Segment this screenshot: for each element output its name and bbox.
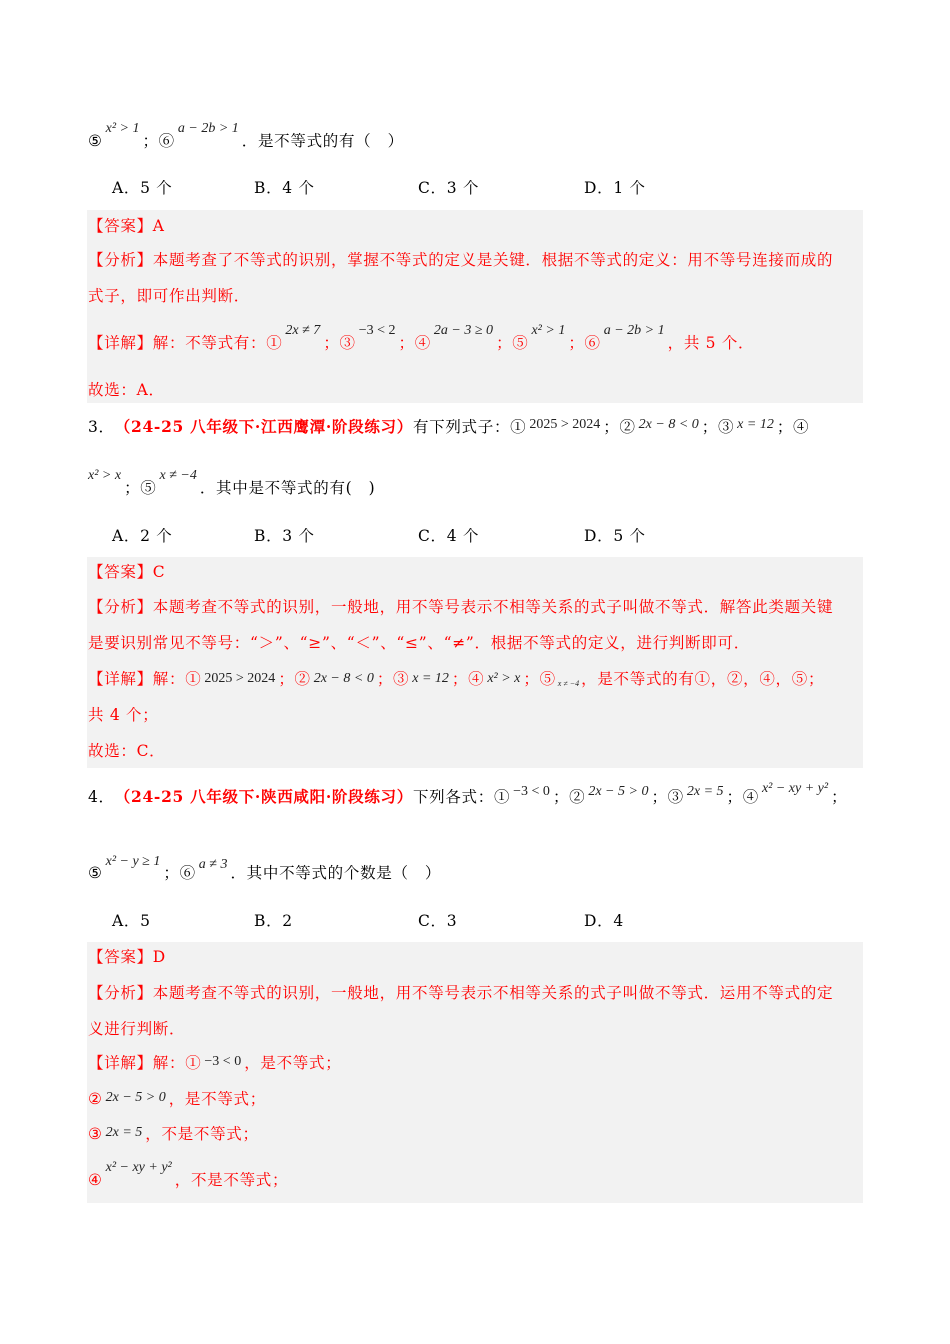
math-expression: 2x − 8 < 0: [638, 417, 699, 432]
math-expression: −3 < 0: [204, 1054, 242, 1069]
option-a: A．5: [112, 912, 151, 930]
math-expression: 2025 > 2024: [529, 417, 601, 432]
stem-text: 有下列式子：①: [412, 418, 527, 436]
math-expression: 2a − 3 ≥ 0: [433, 323, 494, 338]
math-expression: 2x ≠ 7: [285, 323, 321, 338]
option-c: C．3 个: [418, 179, 480, 197]
q3-solution-box: [87, 557, 863, 768]
separator-text: ；②: [278, 670, 311, 688]
q2-analysis-line-1: [88, 250, 833, 270]
separator-text: ；⑤: [523, 670, 556, 688]
math-expression: x² − xy + y²: [105, 1160, 172, 1175]
math-expression: a − 2b > 1: [177, 121, 239, 136]
detail-text: 共 4 个；: [88, 706, 159, 724]
math-expression: x² − y ≥ 1: [105, 854, 161, 869]
question-number: 3．: [88, 418, 115, 436]
q2-answer: [88, 216, 165, 236]
math-expression: 2025 > 2024: [204, 671, 276, 686]
math-expression: −3 < 2: [358, 323, 396, 338]
separator-text: ；⑥: [142, 132, 175, 150]
detail-text: ，不是不等式；: [145, 1125, 259, 1143]
math-expression: 2x − 5 > 0: [588, 784, 649, 799]
stem-text: ．其中是不等式的有( ): [199, 479, 376, 497]
q3-detail-line: [88, 669, 824, 692]
math-expression: −3 < 0: [513, 784, 550, 799]
q4-detail-line-1: [88, 1053, 341, 1075]
detail-text: ④: [88, 1171, 103, 1189]
option-a: A．5 个: [112, 179, 173, 197]
option-b: B．3 个: [254, 527, 315, 545]
option-c: C．4 个: [418, 527, 480, 545]
q4-detail-line-3: [88, 1124, 259, 1146]
analysis-text: 【分析】本题考查不等式的识别，一般地，用不等号表示不相等关系的式子叫做不等式．解答此类题关键: [88, 598, 834, 616]
math-expression: x² − xy + y²: [761, 781, 829, 796]
q4-analysis-line-1: [88, 983, 833, 1003]
q4-answer: [88, 947, 166, 967]
analysis-text: 【分析】本题考查了不等式的识别，掌握不等式的定义是关键．根据不等式的定义：用不等号连接而成的: [88, 251, 834, 269]
separator-text: ；⑥: [163, 864, 196, 882]
q2-analysis-line-2: [88, 286, 250, 306]
q2-solution-box: [87, 210, 863, 403]
circled-number: ⑤: [88, 132, 103, 150]
separator-text: ；③: [323, 334, 356, 352]
detail-text: ，不是不等式；: [174, 1171, 289, 1189]
separator-text: ；④: [451, 670, 485, 688]
option-b: B．4 个: [254, 179, 315, 197]
detail-text: 【详解】解：①: [88, 1054, 202, 1072]
q3-stem-line-1: [88, 417, 809, 439]
detail-text: ，是不等式的有①，②，④，⑤；: [581, 670, 825, 688]
option-b: B．2: [254, 912, 293, 930]
separator-text: ；②: [603, 418, 636, 436]
q3-analysis-line-2: [88, 633, 750, 653]
q4-options: [0, 911, 950, 931]
separator-text: ；④: [398, 334, 431, 352]
conclusion-text: 故选：C．: [88, 742, 166, 760]
math-expression: x² > 1: [105, 121, 140, 136]
stem-text: ．其中不等式的个数是（ ）: [230, 864, 442, 882]
detail-text: ，共 5 个．: [667, 334, 755, 352]
detail-text: ③: [88, 1125, 103, 1143]
option-a: A．2 个: [112, 527, 173, 545]
math-expression: x² > 1: [531, 323, 566, 338]
q4-stem-line-1: [88, 781, 848, 809]
analysis-text: 义进行判断．: [88, 1020, 186, 1038]
analysis-text: 【分析】本题考查不等式的识别，一般地，用不等号表示不相等关系的式子叫做不等式．运用不等式的定: [88, 984, 834, 1002]
separator-text: ；⑤: [124, 479, 157, 497]
math-expression: a − 2b > 1: [603, 323, 665, 338]
q2-stem-line: [88, 121, 404, 153]
separator-text: ；③: [376, 670, 410, 688]
question-source: （24-25 八年级下·江西鹰潭·阶段练习）: [114, 417, 413, 436]
q3-count: [88, 705, 158, 725]
detail-text: ，是不等式；: [168, 1090, 266, 1108]
math-expression: x² > x: [487, 671, 521, 686]
math-expression: 2x − 5 > 0: [105, 1090, 166, 1105]
math-expression: a ≠ 3: [198, 857, 228, 872]
stem-text: 下列各式：①: [412, 788, 511, 806]
question-number: 4．: [88, 788, 115, 806]
analysis-text: 式子，即可作出判断．: [88, 287, 251, 305]
q4-stem-line-2: [88, 854, 442, 885]
q3-conclusion: [88, 741, 165, 761]
q4-detail-line-2: [88, 1089, 266, 1111]
detail-text: ，是不等式；: [244, 1054, 342, 1072]
analysis-text: 是要识别常见不等号：“＞”、“≥”、“＜”、“≤”、“≠”．根据不等式的定义，进行判断即可．: [88, 634, 750, 652]
q3-answer: [88, 562, 165, 582]
option-d: D．5 个: [584, 527, 646, 545]
circled-number: ⑤: [88, 864, 103, 882]
answer-text: 【答案】C: [88, 563, 166, 581]
question-source: （24-25 八年级下·陕西咸阳·阶段练习）: [114, 787, 413, 806]
stem-text: ．是不等式的有（ ）: [241, 132, 404, 150]
q2-detail-line: [88, 323, 755, 355]
q2-options: [0, 178, 950, 198]
separator-text: ；④: [776, 418, 810, 436]
separator-text: ；⑤: [496, 334, 529, 352]
separator-text: ；④: [726, 788, 759, 806]
math-expression: x² > x: [88, 468, 122, 483]
answer-text: 【答案】D: [88, 948, 166, 966]
option-d: D．1 个: [584, 179, 646, 197]
math-expression: x ≠ −4: [557, 679, 580, 688]
math-expression: x = 12: [737, 417, 774, 432]
conclusion-text: 故选：A．: [88, 381, 165, 399]
q4-detail-line-4: [88, 1160, 289, 1192]
q4-analysis-line-2: [88, 1019, 185, 1039]
option-c: C．3: [418, 912, 458, 930]
q3-options: [0, 526, 950, 546]
math-expression: x ≠ −4: [159, 468, 197, 483]
option-d: D．4: [584, 912, 624, 930]
detail-text: ②: [88, 1090, 103, 1108]
separator-text: ；③: [701, 418, 735, 436]
detail-text: 【详解】解：不等式有：①: [88, 334, 283, 352]
separator-text: ；⑥: [568, 334, 601, 352]
q3-analysis-line-1: [88, 597, 833, 617]
separator-text: ；③: [651, 788, 684, 806]
q2-conclusion: [88, 380, 165, 400]
math-expression: 2x = 5: [686, 784, 724, 799]
q3-stem-line-2: [88, 468, 376, 500]
math-expression: 2x − 8 < 0: [313, 671, 374, 686]
math-expression: x = 12: [412, 671, 449, 686]
answer-text: 【答案】A: [88, 217, 165, 235]
detail-text: 【详解】解：①: [88, 670, 202, 688]
separator-text: ；②: [552, 788, 586, 806]
math-expression: 2x = 5: [105, 1125, 143, 1140]
separator-text: ；: [831, 788, 848, 806]
